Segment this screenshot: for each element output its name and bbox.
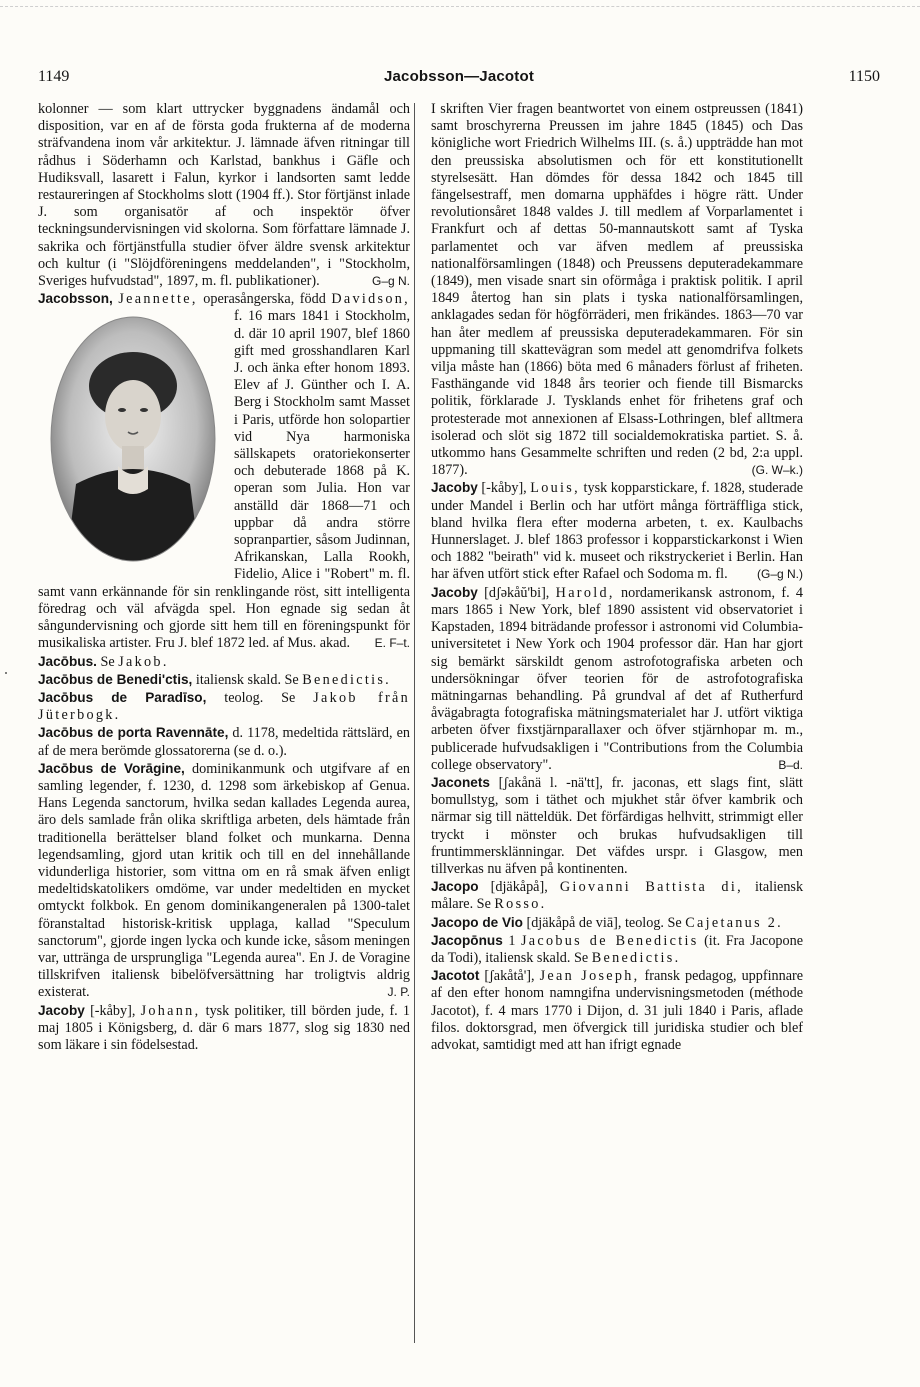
entry-jacoponus	[431, 932, 803, 967]
author-signature: E. F–t.	[374, 636, 410, 651]
author-signature: (G–g N.)	[756, 567, 803, 582]
entry-text: kolonner — som klart uttrycker byggnadens ändamål och disposition, var en af de första goda frukterna af de moderna sträfvandena inom vår arkitektur. J. lämnade äfven ritningar till rådhus i Söderhamn och Karlstad, bankhus i Gäfle och Hudiksvall, lasarett i Falun, kyrkor i landsorten samt ledde restaureringen af Stockholms slott (1904 ff.). Stor förtjänst inlade J. som organisatör af och inspektör öfver teckningsundervisningen vid skolorna. Som författare lämnade J. sakrika och förtjänstfulla studier öfver äldre svensk arkitektur och kultur (i "Slöjdföreningens meddelanden", i "Stockholm, Sveriges hufvudstad", 1897, m. fl. publikationer).	[38, 101, 410, 290]
running-head: Jacobsson—Jacotot	[383, 68, 535, 85]
cross-reference: Jakob från Jüterbogk.	[38, 689, 410, 724]
entry-headword: Jacopo de Vio	[431, 914, 523, 930]
entry-jaconets	[431, 774, 803, 878]
entry-pronunciation: [djäkåpå],	[490, 879, 548, 896]
entry-jacopo	[431, 878, 803, 913]
entry-name: Giovanni Battista di,	[559, 879, 743, 896]
entry-text: tysk kopparstickare, f. 1828, studerade under Mandel i Berlin och har utfört många förträffliga stick, bland hvilka flera efter moderna arbeten, t. ex. Kaulbachs Hunnerslaget. J. blef 1863 professor i kopparstickarkonst i Wien och 1882 "beirath" vid k. museet och rikstryckeriet i Berlin. Han har äfven utfört stick efter Rafael och Sodoma m. fl.	[431, 480, 804, 583]
entry-text: teolog. Se	[624, 914, 682, 931]
entry-text: italiensk skald. Se	[195, 671, 299, 688]
entry-headword: Jacōbus de Vorāgine,	[38, 760, 185, 776]
entry-continuation	[38, 101, 410, 290]
entry-text: f. 16 mars 1841 i Stockholm, d. där 10 april 1907, blef 1860 gift med grosshandlaren Karl J. och änka efter honom 1893. Elev af J. Günther och I. A. Berg i Stockholm samt Masset i Paris, utförde hon solopartier vid Nya harmoniska sällskapets oratoriekonserter och debuterade 1868 på K. operan som Julia. Hon var anställd där 1868—71 och uppbar då andra större sopranpartier, såsom Judinnan, Afrikanskan, Lalla Rookh, Fidelio, Alice i "Robert" m. fl. samt vann erkännande för sin renklingande röst, sitt intelligenta föredrag och väl afvägda spel. Hon egnade sig sedan åt sångundervisning och gjorde sitt hem till en föreningspunkt för musikaliska artister. Fru J. blef 1872 led. af Mus. akad.	[38, 308, 410, 652]
cross-reference: Benedictis.	[302, 671, 392, 688]
entry-jacobus-de-benedictis	[38, 671, 410, 689]
left-column	[38, 101, 410, 1054]
cross-reference: Rosso.	[494, 896, 547, 913]
entry-text: Se	[100, 653, 115, 670]
right-column	[431, 101, 803, 1054]
entry-text: fr. jaconas, ett slags fint, slätt bomullstyg, som i täthet och mjukhet står öfver kambrik och närmar sig till nätteldük. Det förfärdigas helhvitt, strimmigt eller tryckt i mönster och brukas hufvudsakligen till fruntimmersklänningar. Det väfdes urspr. i Glasgow, men tillverkas nu äfven på kontinenten.	[431, 774, 803, 877]
entry-text: dominikanmunk och utgifvare af en samling legender, f. 1230, d. 1298 som ärkebiskop af Genua. Hans Legenda sanctorum, hvilka sedan kallades Legenda aurea, äro dels samlade från olika skriftliga arbeten, dels hämtade från traditionella berättelser bland folket och munkarna. Denna legendsamling, gjord utan kritik och till en del innehållande vidunderliga historier, som vittna om en rå smak äfven enligt medeltidskatolikers omdöme, var under medeltiden en mycket omtyckt folkbok. En genom dominikangeneralen på 1300-talet föranstaltad historisk-kritisk upplaga, kallad "Speculum sanctorum", gjorde ingen lycka och kunde icke, såsom meningen var, uttränga de ursprungliga "Legenda aurea". En J. de Voragine tillskrifven italiensk bibelöfversättning har troligtvis aldrig existerat.	[38, 760, 410, 1001]
entry-headword: Jacōbus de porta Ravennāte,	[38, 725, 229, 741]
entry-pronunciation: [ʃakånä l. -nä'tt],	[498, 774, 603, 791]
entry-continuation	[431, 101, 803, 479]
author-signature: B–d.	[778, 757, 803, 772]
cross-reference: Jakob.	[118, 653, 169, 670]
page-header	[38, 68, 880, 90]
entry-pronunciation: [-kåby],	[481, 480, 527, 497]
margin-speck	[5, 672, 7, 674]
entry-text: tysk politiker, till börden jude, f. 1 maj 1805 i Königsberg, d. där 6 mars 1877, slog sig 1830 ned som läkare i sin födelsestad.	[38, 1002, 411, 1053]
entry-text: d. 1178, medeltida rättslärd, en af de mera berömde glossatorerna (se d. o.).	[38, 725, 410, 759]
author-signature: J. P.	[387, 985, 410, 1000]
cross-reference: Benedictis.	[591, 949, 681, 966]
column-divider	[414, 103, 415, 1343]
entry-text: fransk pedagog, uppfinnare af den efter honom namngifna undervisningsmetoden (méthode Jacotot), f. 4 mars 1770 i Dijon, d. 31 juli 1840 i Paris, aflade filos. doktorsgrad, men öfvergick till juridiska studier och blef advokat, samtidigt med att han ifrigt egnade	[431, 968, 804, 1053]
scan-top-edge	[0, 6, 920, 7]
entry-headword: Jacopo	[431, 879, 479, 895]
entry-pronunciation: [dʃəkåŭ'bi],	[484, 584, 550, 601]
entry-jacobus-de-voragine	[38, 760, 410, 1002]
entry-text: I skriften Vier fragen beantwortet von einem ostpreussen (1841) samt broschyrerna Preussen im jahre 1845 (1845) och Das königliche wort Friedrich Wilhelms III. (s. å.) uppträdde han mot den preussiska absolutismen och för ett konstitutionellt styrelsesätt. Han dömdes för dessa 1842 och 1845 till fängelsestraff, men domarna upphäfdes i högre rätt. Under revolutionsåret 1848 valdes J. till medlem af Vorparlamentet i Frankfurt och af dettas 50-mannautskott samt af Tyska parlamentet och var äfven medlem af preussiska nationalförsamlingen (1848) och Preussens deputeradekammare (1849), men visade snart sin oförmåga i praktisk politik. I april 1849 återtog han sin plats i tyska nationalförsamlingen, anklagades sedan för högförräderi, men frikändes. 1863—70 var han åter medlem af preussiska deputeradekammaren. För sin uppmaning till skattevägran som medel att genomdrifva folkets vilja måste han (1866) böta med 6 månaders förlust af friheten. Fasthängande vid 1848 års teorier och fiende till Bismarcks politik, förklarade J. Tysklands enhet för frihetens graf och protesterade mot annexionen af Elsass-Lothringen, blef alltmera isolerad och slöt sig 1872 till socialdemokratiska partiet. S. å. utkommo hans Gesammelte schriften und reden (2 bd, 2:a uppl. 1877).	[431, 101, 803, 479]
author-signature: G–g N.	[371, 274, 410, 289]
entry-jacoby-johann	[38, 1002, 410, 1055]
entry-name: Jeannette,	[118, 291, 198, 308]
entry-headword: Jacōbus de Benedi'ctis,	[38, 671, 193, 687]
entry-jacotot	[431, 967, 803, 1054]
entry-headword: Jacobsson,	[38, 291, 113, 307]
entry-name: Jean Joseph,	[539, 968, 640, 985]
entry-headword: Jacoby	[431, 480, 478, 496]
entry-headword: Jaconets	[431, 774, 490, 790]
entry-jacobus	[38, 653, 410, 671]
page-number-left: 1149	[38, 68, 70, 85]
entry-headword: Jacotot	[431, 968, 480, 984]
entry-headword: Jacoby	[431, 584, 478, 600]
entry-name: Louis,	[530, 480, 580, 497]
entry-text: teolog. Se	[224, 689, 296, 706]
entry-headword: Jacopōnus	[431, 932, 503, 948]
entry-text: nordamerikansk astronom, f. 4 mars 1865 i New York, blef 1890 assistent vid observatoriet i Kapstaden, 1894 biträdande professor i astronomi vid Columbia-universitetet i New York och 1904 professor där. Han har gjort sig bemärkt särskildt genom astrofotografiska arbeten och undersökningar öfver teorien för de astrofotografiska mätningarnas behandling. På grundval af det af Rutherfurd åvägabragta fotografiska mätningsmaterialet har J. utfört viktiga arbeten öfver fixstjärnparallaxer och öfver stjärnhopar m. m., publicerade hufvudsakligen i "Contributions from the Columbia college observatory".	[431, 584, 803, 773]
entry-pronunciation: [djäkåpå de viā],	[526, 914, 622, 931]
entry-jacoby-harold	[431, 584, 803, 774]
entry-pronunciation: [ʃakåtå'],	[484, 968, 535, 985]
entry-name: Davidson,	[331, 291, 411, 308]
entry-name: Johann,	[140, 1002, 201, 1019]
entry-jacobus-de-paradiso	[38, 689, 410, 724]
entry-pronunciation: [-kåby],	[90, 1002, 136, 1019]
portrait-photo-icon	[38, 310, 228, 568]
entry-headword: Jacōbus de Paradīso,	[38, 689, 207, 705]
entry-jacobsson-jeannette	[38, 290, 410, 652]
entry-headword: Jacōbus.	[38, 653, 97, 669]
entry-headword: Jacoby	[38, 1002, 85, 1018]
entry-text: italiensk målare. Se	[431, 879, 804, 913]
entry-jacopo-de-vio	[431, 914, 803, 932]
entry-jacobus-de-porta-ravennate	[38, 724, 410, 759]
page-number-right: 1150	[848, 68, 880, 85]
cross-reference: Jacobus de Benedictis	[520, 932, 699, 949]
entry-name: Harold,	[555, 584, 615, 601]
author-signature: (G. W–k.)	[751, 463, 803, 478]
entry-text: 1	[508, 932, 516, 949]
entry-text: operasångerska, född	[203, 291, 326, 308]
entry-text: (it. Fra Jacopone da Todi), italiensk skald. Se	[431, 932, 804, 966]
entry-jacoby-louis	[431, 479, 803, 583]
cross-reference: Cajetanus 2.	[685, 914, 783, 931]
